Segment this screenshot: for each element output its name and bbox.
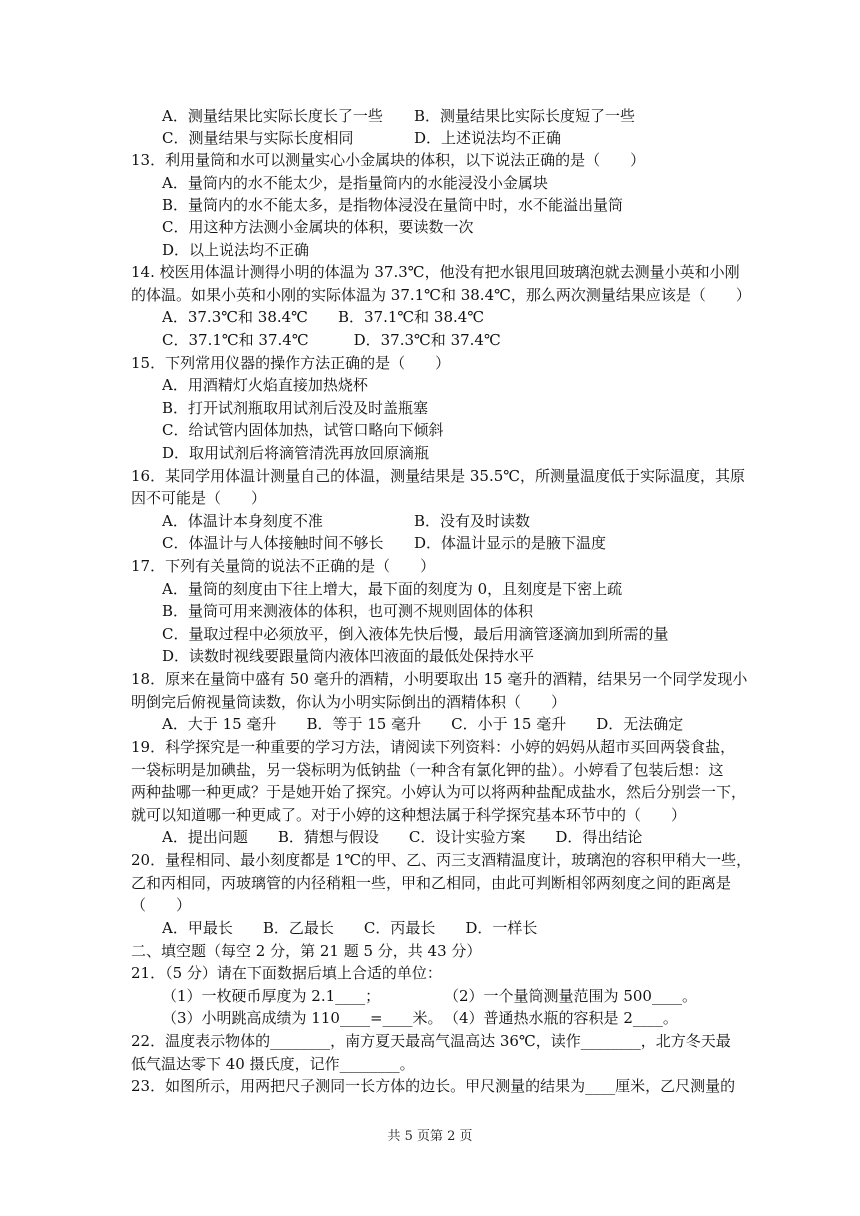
q13-option-c: C．用这种方法测小金属块的体积，要读数一次 xyxy=(162,218,474,236)
q18-stem-line1: 18．原来在量筒中盛有 50 毫升的酒精，小明要取出 15 毫升的酒精，结果另一个同学发现小 xyxy=(131,670,748,688)
q12-option-b: B．测量结果比实际长度短了一些 xyxy=(414,107,636,125)
q12-option-d: D．上述说法均不正确 xyxy=(414,129,562,147)
q17-option-a: A．量筒的刻度由下往上增大，最下面的刻度为 0，且刻度是下密上疏 xyxy=(162,580,623,598)
q20-stem-line2: 乙和丙相同，丙玻璃管的内径稍粗一些，甲和乙相同，由此可判断相邻两刻度之间的距离是 xyxy=(131,874,732,892)
q15-stem: 15．下列常用仪器的操作方法正确的是（ ） xyxy=(131,354,451,372)
q19-stem-line2: 一袋标明是加碘盐，另一袋标明为低钠盐（一种含有氯化钾的盐）。小婷看了包装后想：这 xyxy=(131,761,724,779)
q21-part3: （3）小明跳高成绩为 110____=____米。 xyxy=(162,1009,443,1027)
q21-part1: （1）一枚硬币厚度为 2.1____； xyxy=(162,987,381,1005)
q19-stem-line1: 19．科学探究是一种重要的学习方法，请阅读下列资料：小婷的妈妈从超市买回两袋食盐， xyxy=(131,738,736,756)
q13-option-a: A．量筒内的水不能太少，是指量筒内的水能浸没小金属块 xyxy=(162,174,548,192)
q13-stem: 13．利用量筒和水可以测量实心小金属块的体积，以下说法正确的是（ ） xyxy=(131,151,646,169)
q21-stem: 21．（5 分）请在下面数据后填上合适的单位： xyxy=(131,964,442,982)
q14-stem-line1: 14. 校医用体温计测得小明的体温为 37.3℃，他没有把水银甩回玻璃泡就去测量小英和小刚 xyxy=(131,263,740,281)
q22-line2: 低气温达零下 40 摄氏度，记作________。 xyxy=(131,1055,415,1073)
q23-line1: 23．如图所示，用两把尺子测同一长方体的边长。甲尺测量的结果为____厘米，乙尺测量的 xyxy=(131,1077,736,1095)
q20-options: A．甲最长 B．乙最长 C．丙最长 D．一样长 xyxy=(162,919,538,937)
q17-stem: 17．下列有关量筒的说法不正确的是（ ） xyxy=(131,557,436,575)
q14-options-cd: C．37.1℃和 37.4℃ D．37.3℃和 37.4℃ xyxy=(162,331,501,349)
q17-option-d: D．读数时视线要跟量筒内液体凹液面的最低处保持水平 xyxy=(162,647,535,665)
q19-options: A．提出问题 B．猜想与假设 C．设计实验方案 D．得出结论 xyxy=(162,828,643,846)
q22-line1: 22．温度表示物体的________，南方夏天最高气温高达 36℃，读作________，北方冬天最 xyxy=(131,1032,731,1050)
q21-part4: （4）普通热水瓶的容积是 2____。 xyxy=(444,1009,678,1027)
q17-option-b: B．量筒可用来测液体的体积，也可测不规则固体的体积 xyxy=(162,602,534,620)
q13-option-b: B．量筒内的水不能太多，是指物体浸没在量筒中时，水不能溢出量筒 xyxy=(162,196,624,214)
q19-stem-line4: 就可以知道哪一种更咸了。对于小婷的这种想法属于科学探究基本环节中的（ ） xyxy=(131,806,687,824)
q15-option-b: B．打开试剂瓶取用试剂后没及时盖瓶塞 xyxy=(162,399,429,417)
q18-stem-line2: 明倒完后俯视量筒读数，你认为小明实际倒出的酒精体积（ ） xyxy=(131,693,567,711)
q21-part2: （2）一个量筒测量范围为 500____。 xyxy=(444,987,697,1005)
q15-option-c: C．给试管内固体加热，试管口略向下倾斜 xyxy=(162,421,444,439)
q16-option-a: A．体温计本身刻度不准 xyxy=(162,512,323,530)
q12-option-c: C．测量结果与实际长度相同 xyxy=(162,129,354,147)
q16-option-c: C．体温计与人体接触时间不够长 xyxy=(162,534,384,552)
q15-option-d: D．取用试剂后将滴管清洗再放回原滴瓶 xyxy=(162,444,430,462)
q17-option-c: C．量取过程中必须放平，倒入液体先快后慢，最后用滴管逐滴加到所需的量 xyxy=(162,625,669,643)
q16-option-b: B．没有及时读数 xyxy=(414,512,531,530)
q19-stem-line3: 两种盐哪一种更咸？于是她开始了探究。小婷认为可以将两种盐配成盐水，然后分别尝一下， xyxy=(131,783,747,801)
q14-stem-line2: 的体温。如果小英和小刚的实际体温为 37.1℃和 38.4℃，那么两次测量结果应该是（ ） xyxy=(131,286,751,304)
q13-option-d: D．以上说法均不正确 xyxy=(162,241,310,259)
section-heading-fill-in: 二、填空题（每空 2 分，第 21 题 5 分，共 43 分） xyxy=(131,942,482,960)
q18-options: A．大于 15 毫升 B．等于 15 毫升 C．小于 15 毫升 D．无法确定 xyxy=(162,715,684,733)
q12-option-a: A．测量结果比实际长度长了一些 xyxy=(162,107,383,125)
q14-options-ab: A．37.3℃和 38.4℃ B．37.1℃和 38.4℃ xyxy=(162,308,485,326)
q16-stem-line2: 因不可能是（ ） xyxy=(131,489,267,507)
q20-stem-line3: （ ） xyxy=(131,896,192,914)
q15-option-a: A．用酒精灯火焰直接加热烧杯 xyxy=(162,376,368,394)
q16-option-d: D．体温计显示的是腋下温度 xyxy=(414,534,607,552)
q16-stem-line1: 16．某同学用体温计测量自己的体温，测量结果是 35.5℃，所测量温度低于实际温度，其原 xyxy=(131,467,746,485)
page-footer: 共 5 页第 2 页 xyxy=(387,1129,473,1144)
q20-stem-line1: 20．量程相同、最小刻度都是 1℃的甲、乙、丙三支酒精温度计，玻璃泡的容积甲稍大一些， xyxy=(131,851,752,869)
